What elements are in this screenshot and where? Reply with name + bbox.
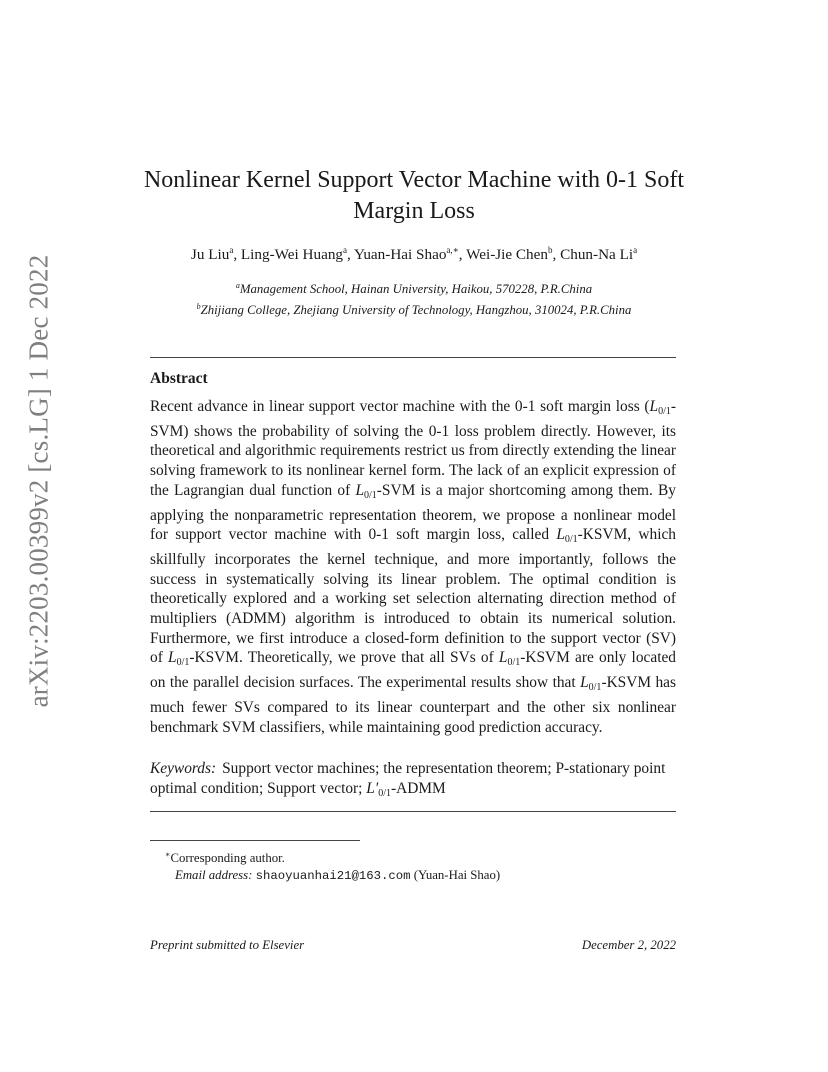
email-line: Email address: shaoyuanhai21@163.com (Yuan-Hai Shao) <box>175 868 501 883</box>
affiliation: $^a$Management School, Hainan University, Haikou, 570228, P.R.China <box>235 281 593 296</box>
email-address: shaoyuanhai21@163.com <box>255 869 411 883</box>
keywords: Keywords: Support vector machines; the representation theorem; P-stationary point optimal condition; Support vector; $L'_{0/1}$-ADMM <box>150 760 666 799</box>
author: Ju Liu$^a$, <box>190 245 241 263</box>
arxiv-id: arXiv:2203.00399v2 [cs.LG] 1 Dec 2022 <box>23 254 54 708</box>
author: Chun-Na Li$^a$ <box>560 245 638 263</box>
footnote-rule <box>150 840 360 841</box>
abstract-body: Recent advance in linear support vector machine with the 0-1 soft margin loss $(L_{0/1}-SVM)$ shows the probability of solving the 0-1 loss problem directly. However, its theoretical and algorithmic requirements restrict us from directly extending the linear solving framework to its nonlinear kernel form. The lack of an explicit expression of the Lagrangian dual function of $L_{0/1}$-SVM is a major shortcoming among them. By applying the nonparametric representation theorem, we propose a nonlinear model for support vector machine with 0-1 soft margin loss, called $L_{0/1}$-KSVM, which skillfully incorporates the kernel technique, and more importantly, follows the success in systematically solving its linear problem. The optimal condition is theoretically explored and a working set selection alternating direction method of multipliers (ADMM) algorithm is introduced to obtain its numerical solution. Furthermore, we first introduce a closed-form definition to the support vector (SV) of $L_{0/1}$-KSVM. Theoretically, we prove that all SVs of $L_{0/1}$-KSVM are only located on the parallel decision surfaces. The experimental results show that $L_{0/1}$-KSVM has much fewer SVs compared to its linear counterpart and the other six nonlinear benchmark SVM classifiers, while maintaining good prediction accuracy. <box>150 398 676 736</box>
affiliation: $^b$Zhijiang College, Zhejiang University of Technology, Hangzhou, 310024, P.R.China <box>196 302 632 317</box>
affiliations <box>100 277 728 319</box>
preprint-date: December 2, 2022 <box>581 938 676 952</box>
corresponding-author-note: ∗Corresponding author. <box>165 850 285 865</box>
footnote <box>165 846 500 885</box>
author-list <box>110 245 718 264</box>
divider-top <box>150 357 676 358</box>
keywords-label: Keywords: <box>150 760 217 777</box>
author: Ling-Wei Huang$^a$, <box>240 245 355 263</box>
abstract-heading: Abstract <box>150 370 208 387</box>
author: Wei-Jie Chen$^b$, <box>466 245 561 263</box>
divider-bottom <box>150 811 676 812</box>
author: Yuan-Hai Shao$^{a,∗}$, <box>354 245 467 263</box>
paper-title: Nonlinear Kernel Support Vector Machine with 0-1 Soft Margin Loss <box>143 167 685 224</box>
preprint-note: Preprint submitted to Elsevier <box>150 938 305 952</box>
